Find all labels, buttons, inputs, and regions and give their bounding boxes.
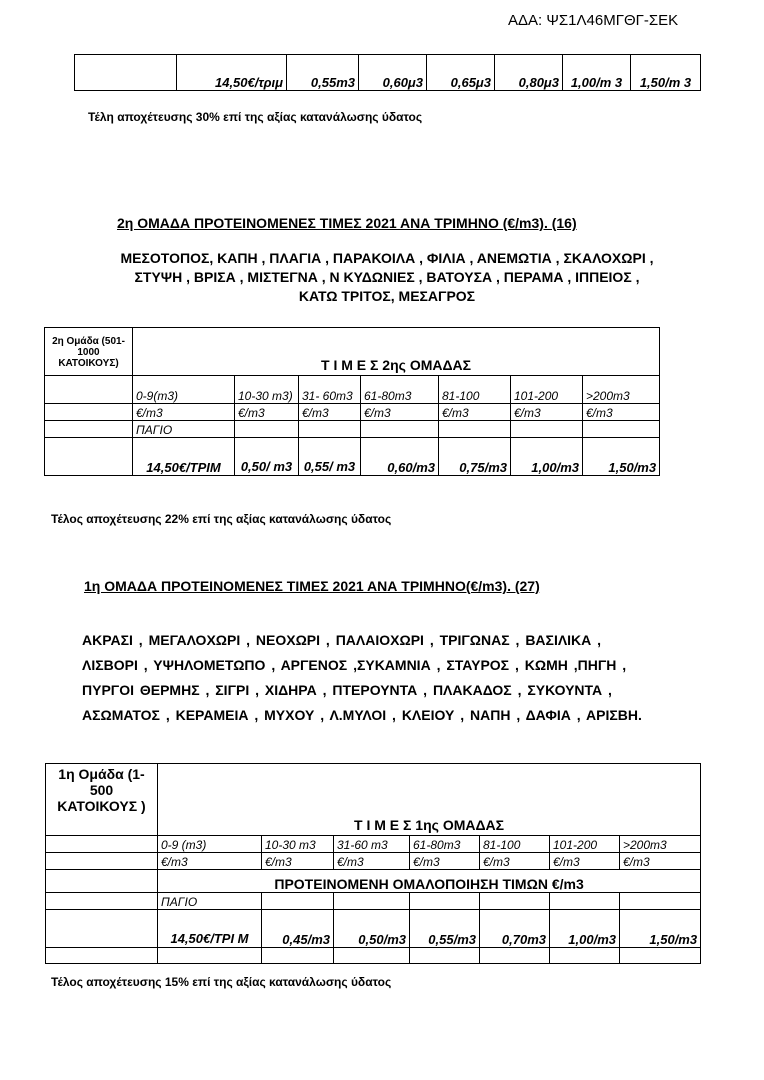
range-cell: 31-60 m3 (334, 836, 410, 853)
unit-cell: €/m3 (410, 853, 480, 870)
range-cell: 10-30 m3) (235, 376, 299, 404)
unit-cell: €/m3 (511, 404, 583, 421)
price-cell: 14,50€/ΤΡΙΜ (133, 438, 235, 476)
empty-cell (45, 376, 133, 404)
range-cell: 61-80m3 (410, 836, 480, 853)
pagio-label: ΠΑΓΙΟ (158, 893, 262, 910)
price-cell: 1,00/m3 (511, 438, 583, 476)
price-cell: 0,55/m3 (410, 910, 480, 948)
price-cell: 1,50/m3 (620, 910, 701, 948)
empty-cell (75, 55, 177, 91)
village-line: ΜΕΣΟΤΟΠΟΣ, ΚΑΠΗ , ΠΛΑΓΙΑ , ΠΑΡΑΚΟΙΛΑ , ΦΙΛΙΑ , ΑΝΕΜΩΤΙΑ , ΣΚΑΛΟΧΩΡΙ , (120, 250, 654, 266)
group1-heading: 1η ΟΜΑΔΑ ΠΡΟΤΕΙΝΟΜΕΝΕΣ ΤΙΜΕΣ 2021 ΑΝΑ ΤΡΙΜΗΝΟ(€/m3). (27) (84, 578, 540, 594)
empty-cell (410, 948, 480, 964)
empty-cell (262, 948, 334, 964)
sewage-note-top: Τέλη αποχέτευσης 30% επί της αξίας κατανάλωσης ύδατος (88, 110, 423, 124)
price-cell: 14,50€/τριμ (177, 55, 287, 91)
price-cell: 1,50/m 3 (631, 55, 701, 91)
unit-cell: €/m3 (439, 404, 511, 421)
unit-cell: €/m3 (583, 404, 660, 421)
range-cell: 31- 60m3 (299, 376, 361, 404)
price-cell: 14,50€/ΤΡΙ Μ (158, 910, 262, 948)
unit-cell: €/m3 (235, 404, 299, 421)
unit-cell: €/m3 (550, 853, 620, 870)
price-cell: 0,75/m3 (439, 438, 511, 476)
price-cell: 0,50/ m3 (235, 438, 299, 476)
group2-heading: 2η ΟΜΑΔΑ ΠΡΟΤΕΙΝΟΜΕΝΕΣ ΤΙΜΕΣ 2021 ΑΝΑ ΤΡΙΜΗΝΟ (€/m3). (16) (117, 215, 577, 231)
empty-cell (46, 893, 158, 910)
empty-cell (550, 893, 620, 910)
empty-cell (620, 893, 701, 910)
empty-cell (480, 893, 550, 910)
range-cell: 61-80m3 (361, 376, 439, 404)
ada-code: ΑΔΑ: ΨΣ1Λ46ΜΓΘΓ-ΣΕΚ (508, 12, 679, 29)
price-cell: 0,65μ3 (427, 55, 495, 91)
empty-cell (299, 421, 361, 438)
empty-cell (45, 404, 133, 421)
table-title: Τ Ι Μ Ε Σ 1ης ΟΜΑΔΑΣ (158, 764, 701, 836)
group2-price-table (44, 327, 660, 476)
empty-cell (334, 893, 410, 910)
range-cell: 101-200 (511, 376, 583, 404)
empty-cell (361, 421, 439, 438)
empty-cell (235, 421, 299, 438)
price-cell: 0,60μ3 (359, 55, 427, 91)
empty-cell (511, 421, 583, 438)
range-cell: 0-9(m3) (133, 376, 235, 404)
price-cell: 0,55/ m3 (299, 438, 361, 476)
empty-cell (334, 948, 410, 964)
price-cell: 0,55m3 (287, 55, 359, 91)
price-cell: 1,00/m3 (550, 910, 620, 948)
range-cell: >200m3 (620, 836, 701, 853)
range-cell: 101-200 (550, 836, 620, 853)
unified-prices-label: ΠΡΟΤΕΙΝΟΜΕΝΗ ΟΜΑΛΟΠΟΙΗΣΗ ΤΙΜΩΝ €/m3 (158, 870, 701, 893)
sewage-note-group2: Τέλος αποχέτευσης 22% επί της αξίας κατανάλωσης ύδατος (51, 512, 392, 526)
empty-cell (262, 893, 334, 910)
unit-cell: €/m3 (133, 404, 235, 421)
unit-cell: €/m3 (262, 853, 334, 870)
price-cell: 0,50/m3 (334, 910, 410, 948)
village-line: ΣΤΥΨΗ , ΒΡΙΣΑ , ΜΙΣΤΕΓΝΑ , Ν ΚΥΔΩΝΙΕΣ , ΒΑΤΟΥΣΑ , ΠΕΡΑΜΑ , ΙΠΠΕΙΟΣ , (134, 269, 640, 285)
sewage-note-group1: Τέλος αποχέτευσης 15% επί της αξίας κατανάλωσης ύδατος (51, 975, 392, 989)
price-cell: 0,80μ3 (495, 55, 563, 91)
range-cell: 10-30 m3 (262, 836, 334, 853)
range-cell: 81-100 (439, 376, 511, 404)
empty-cell (46, 836, 158, 853)
group1-price-table (45, 763, 701, 964)
top-price-table (74, 54, 701, 91)
group1-villages (82, 628, 722, 728)
village-line: ΠΥΡΓΟΙ ΘΕΡΜΗΣ , ΣΙΓΡΙ , ΧΙΔΗΡΑ , ΠΤΕΡΟΥΝΤΑ , ΠΛΑΚΑΔΟΣ , ΣΥΚΟΥΝΤΑ , (82, 682, 612, 698)
empty-cell (46, 948, 158, 964)
table-title: Τ Ι Μ Ε Σ 2ης ΟΜΑΔΑΣ (133, 328, 660, 376)
range-cell: 0-9 (m3) (158, 836, 262, 853)
empty-cell (550, 948, 620, 964)
group-label: 1η Ομάδα (1-500 ΚΑΤΟΙΚΟΥΣ ) (46, 764, 158, 836)
village-line: ΑΣΩΜΑΤΟΣ , ΚΕΡΑΜΕΙΑ , ΜΥΧΟΥ , Λ.ΜΥΛΟΙ , ΚΛΕΙΟΥ , ΝΑΠΗ , ΔΑΦΙΑ , ΑΡΙΣΒΗ. (82, 707, 642, 723)
unit-cell: €/m3 (299, 404, 361, 421)
unit-cell: €/m3 (158, 853, 262, 870)
empty-cell (439, 421, 511, 438)
empty-cell (46, 853, 158, 870)
village-line: ΑΚΡΑΣΙ , ΜΕΓΑΛΟΧΩΡΙ , ΝΕΟΧΩΡΙ , ΠΑΛΑΙΟΧΩΡΙ , ΤΡΙΓΩΝΑΣ , ΒΑΣΙΛΙΚΑ , (82, 632, 602, 648)
unit-cell: €/m3 (480, 853, 550, 870)
price-cell: 1,50/m3 (583, 438, 660, 476)
range-cell: 81-100 (480, 836, 550, 853)
empty-cell (45, 438, 133, 476)
empty-cell (46, 910, 158, 948)
unit-cell: €/m3 (361, 404, 439, 421)
empty-cell (583, 421, 660, 438)
empty-cell (410, 893, 480, 910)
unit-cell: €/m3 (334, 853, 410, 870)
empty-cell (620, 948, 701, 964)
price-cell: 1,00/m 3 (563, 55, 631, 91)
range-cell: >200m3 (583, 376, 660, 404)
price-cell: 0,45/m3 (262, 910, 334, 948)
pagio-label: ΠΑΓΙΟ (133, 421, 235, 438)
price-cell: 0,60/m3 (361, 438, 439, 476)
village-line: ΛΙΣΒΟΡΙ , ΥΨΗΛΟΜΕΤΩΠΟ , ΑΡΓΕΝΟΣ ,ΣΥΚΑΜΝΙΑ , ΣΤΑΥΡΟΣ , ΚΩΜΗ ,ΠΗΓΗ , (82, 657, 627, 673)
empty-cell (46, 870, 158, 893)
price-cell: 0,70m3 (480, 910, 550, 948)
village-line: ΚΑΤΩ ΤΡΙΤΟΣ, ΜΕΣΑΓΡΟΣ (298, 288, 476, 304)
unit-cell: €/m3 (620, 853, 701, 870)
empty-cell (158, 948, 262, 964)
empty-cell (480, 948, 550, 964)
group-label: 2η Ομάδα (501-1000 ΚΑΤΟΙΚΟΥΣ) (45, 328, 133, 376)
group2-villages (30, 249, 744, 306)
empty-cell (45, 421, 133, 438)
